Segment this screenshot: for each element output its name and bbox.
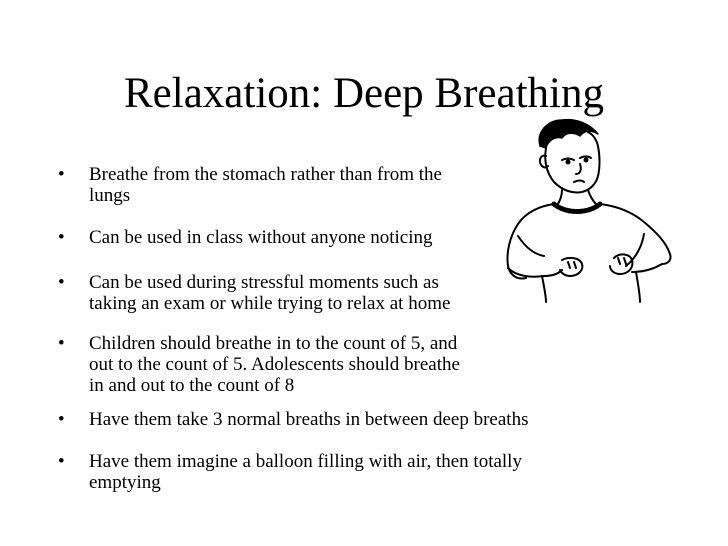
- bullet-icon: •: [58, 164, 65, 185]
- bullet-icon: •: [58, 272, 65, 293]
- bullet-text: Breathe from the stomach rather than from the lungs: [89, 164, 442, 206]
- bullet-text: Have them imagine a balloon filling with air, then totally emptying: [89, 451, 522, 493]
- bullet-text: Have them take 3 normal breaths in between deep breaths: [89, 409, 529, 430]
- bullet-icon: •: [58, 227, 65, 248]
- slide-title: Relaxation: Deep Breathing: [123, 70, 604, 117]
- bullet-icon: •: [58, 333, 65, 354]
- bullet-icon: •: [58, 409, 65, 430]
- bullet-text: Can be used in class without anyone noticing: [89, 227, 433, 248]
- bullet-icon: •: [58, 451, 65, 472]
- child-breathing-illustration-icon: [496, 108, 676, 303]
- bullet-text: Can be used during stressful moments such as taking an exam or while trying to relax at home: [89, 272, 451, 314]
- bullet-text: Children should breathe in to the count of 5, and out to the count of 5. Adolescents should breathe in and out to the count of 8: [89, 333, 460, 396]
